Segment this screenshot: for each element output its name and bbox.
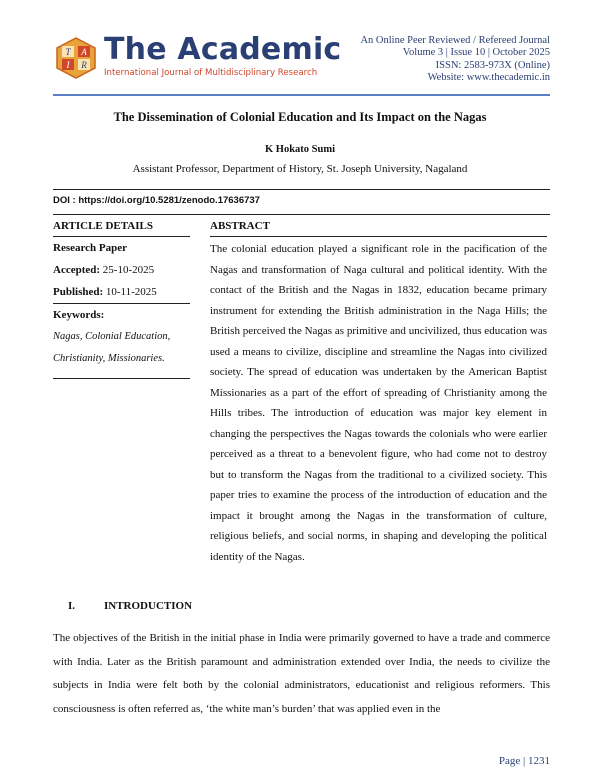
keywords-line-2: Christianity, Missionaries. [53, 353, 165, 364]
doi-line [53, 195, 260, 206]
journal-meta [360, 35, 550, 84]
doi-bottom-rule [53, 214, 550, 215]
section-heading-introduction [68, 600, 192, 612]
published-date: Published: 10-11-2025 [53, 286, 157, 298]
author-affiliation: Assistant Professor, Department of History, St. Joseph University, Nagaland [132, 163, 468, 175]
introduction-text: The objectives of the British in the initial phase in India were primarily governed to have a trade and commerce with India. Later as the British paramount and administration extended over India, the needs to civilize the subjects in India were felt both by the colonial administrators, educationist and religious reformers. This consciousness is often referred as, ‘the white man’s burden’ that was applied even in the [53, 632, 550, 715]
logo-letter-4: R [81, 60, 87, 70]
doi-top-rule [53, 189, 550, 190]
journal-volume-issue: Volume 3 | Issue 10 | October 2025 [402, 47, 550, 59]
journal-logo [53, 36, 99, 80]
article-type: Research Paper [53, 242, 128, 254]
journal-brand-name: The Academic [104, 32, 342, 67]
section-number: I. [68, 600, 76, 612]
author-name: K Hokato Sumi [264, 144, 335, 155]
abstract-panel [210, 220, 547, 567]
keywords-label: Keywords: [53, 309, 105, 321]
page-number: Page | 1231 [498, 755, 550, 767]
article-details-panel [53, 220, 190, 379]
header-divider [53, 94, 550, 96]
abstract-heading: ABSTRACT [210, 220, 270, 232]
journal-review-type: An Online Peer Reviewed / Refereed Journal [360, 35, 550, 46]
keywords-line-1: Nagas, Colonial Education, [53, 331, 171, 342]
journal-issn: ISSN: 2583-973X (Online) [435, 59, 550, 71]
logo-letter-2: A [81, 47, 87, 57]
doi-label: DOI : [53, 195, 79, 206]
section-title: INTRODUCTION [104, 600, 193, 612]
abstract-text: The colonial education played a significant role in the pacification of the Nagas and transformation of Naga cultural and political identity. With the contact of the British and the Nagas in 1832, education became primary instrument for extending the British administration in the Naga Hills; the British perceived the Nagas as primitive and uncivilized, thus education was used a means to civilize, discipline and streamline the Nagas into civilized society. The spread of education was undertaken by the American Baptist Missionaries as a part of the effort of spreading of Christianity among the Hills tribes. The introduction of education was major key element in changing the perspectives the Nagas towards the colonials who were earlier perceived as a threat to a benevolent figure, who had come not to destroy but to transform the Nagas from the traditional to a civilized society. This paper tries to examine the process of the introduction of education and the impact it brought among the Nagas in the transformation of culture, religious beliefs, and social norms, in shaping and developing the political identity of the Nagas. [210, 243, 547, 563]
logo-letter-1: T [65, 47, 71, 57]
doi-link[interactable]: https://doi.org/10.5281/zenodo.17636737 [78, 195, 260, 206]
logo-letter-3: I [66, 60, 70, 70]
article-details-heading: ARTICLE DETAILS [53, 220, 153, 232]
journal-tagline: International Journal of Multidisciplinary Research [104, 68, 318, 78]
details-rule [53, 378, 190, 379]
accepted-date: Accepted: 25-10-2025 [53, 264, 155, 276]
journal-website[interactable]: Website: www.thecademic.in [427, 71, 550, 83]
abstract-rule [210, 236, 547, 237]
article-title: The Dissemination of Colonial Education and Its Impact on the Nagas [113, 110, 487, 124]
